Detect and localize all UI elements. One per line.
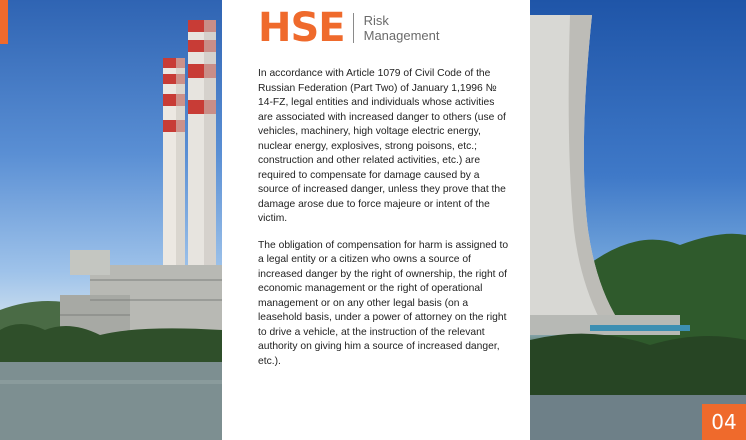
content-panel	[222, 0, 530, 440]
cooling-tower-photo	[530, 0, 746, 440]
logo-mark: HSE	[258, 5, 345, 51]
logo-subtitle-line1: Risk	[363, 13, 389, 28]
hse-logo	[258, 6, 440, 50]
logo-subtitle	[364, 13, 440, 43]
body-text	[258, 67, 510, 381]
paragraph-article-1079: In accordance with Article 1079 of Civil Code of the Russian Federation (Part Two) of January 1,1996 № 14-FZ, legal entities and individuals whose activities are associated with increased danger to others (use of vehicles, machinery, high voltage electric energy, nuclear energy, explosives, strong poisons, etc.; construction and other related activities, etc.) are required to compensate for damage caused by a source of increased danger, unless they prove that the damage arose due to force majeure or intent of the victim.	[258, 68, 506, 224]
logo-divider	[353, 13, 354, 43]
power-plant-photo	[0, 0, 222, 440]
logo-subtitle-line2: Management	[363, 28, 440, 43]
accent-bar	[0, 0, 8, 44]
paragraph-compensation-obligation: The obligation of compensation for harm is assigned to a legal entity or a citizen who owns a source of increased danger by the right of ownership, the right of economic management or the right of operational management or on any other legal basis (on a leasehold basis, under a power of attorney on the right to drive a vehicle, at the instruction of the relevant authority on giving him a source of increased danger, etc.).	[258, 239, 509, 367]
page-number-badge: 04	[702, 404, 746, 440]
